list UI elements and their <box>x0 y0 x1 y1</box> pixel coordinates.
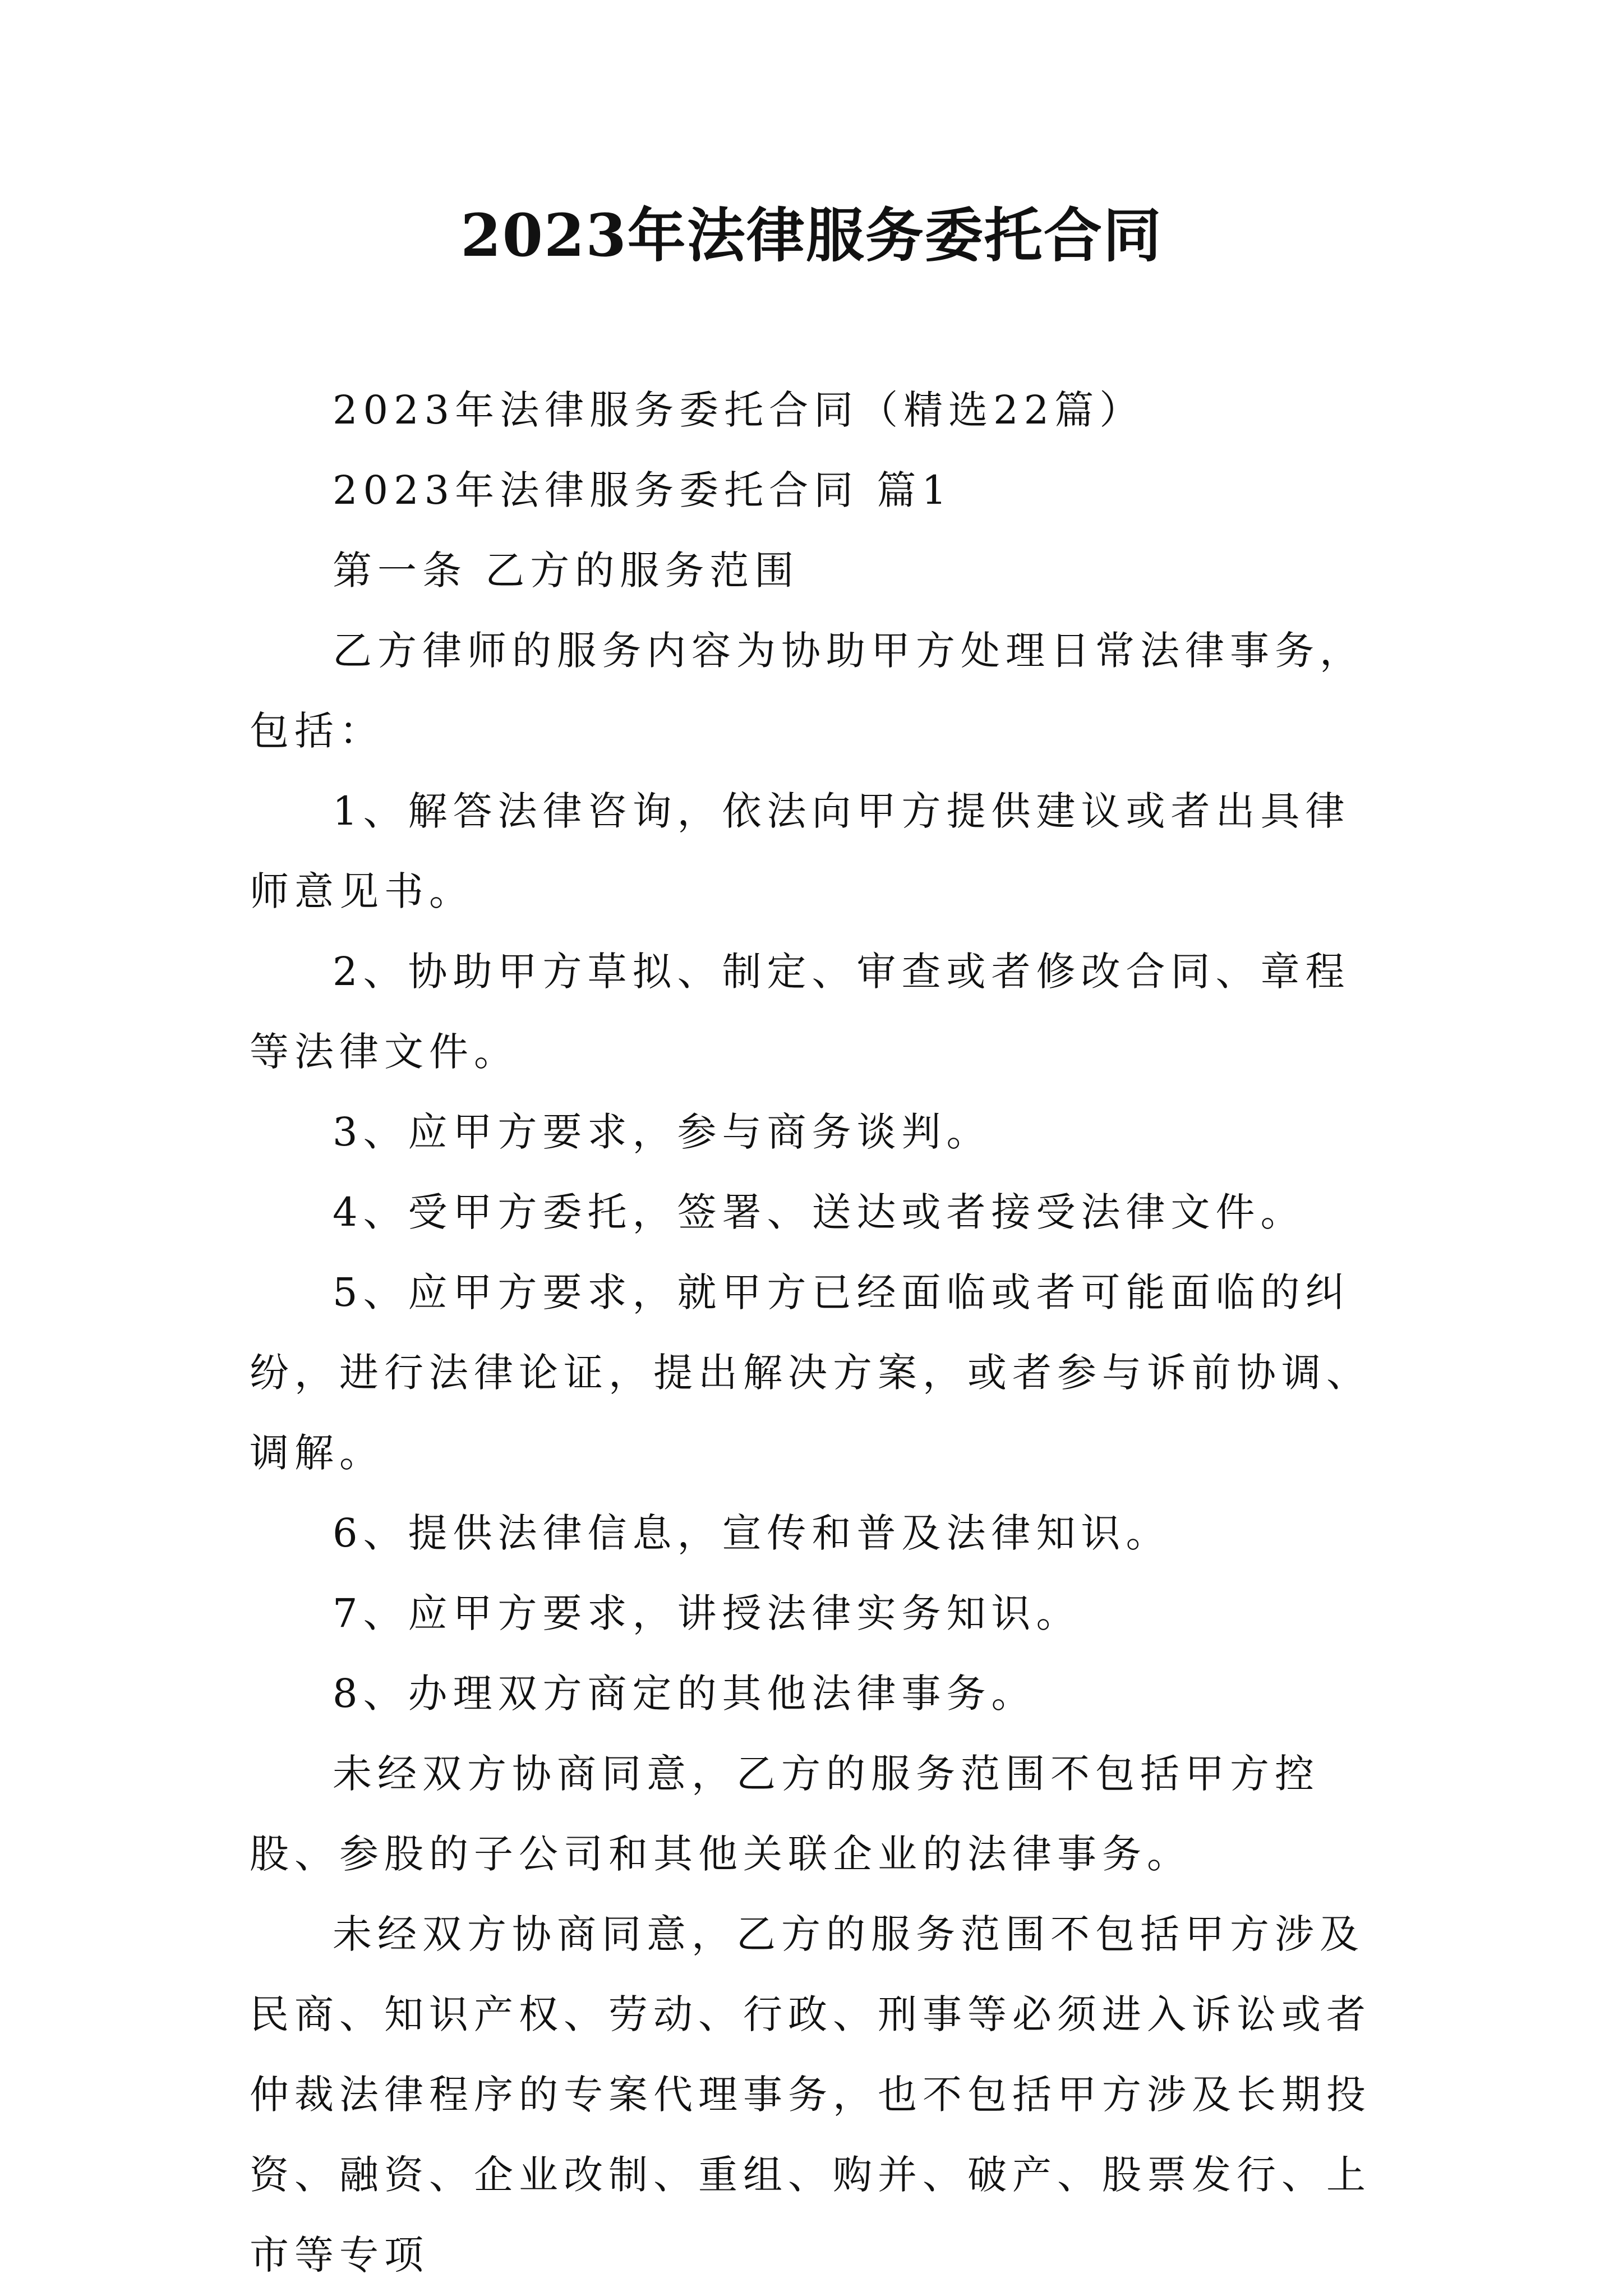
list-item: 4、受甲方委托，签署、送达或者接受法律文件。 <box>333 1189 1306 1235</box>
paragraph: 未经双方协商同意，乙方的服务范围不包括甲方涉及民商、知识产权、劳动、行政、刑事等必须进入诉讼或者仲裁法律程序的专案代理事务，也不包括甲方涉及长期投资、融资、企业改制、重组、购并、破产、股票发行、上市等专项 <box>250 1911 1371 2278</box>
paragraph: 未经双方协商同意，乙方的服务范围不包括甲方控股、参股的子公司和其他关联企业的法律事务。 <box>250 1751 1320 1877</box>
list-item: 3、应甲方要求，参与商务谈判。 <box>333 1109 992 1155</box>
list-item: 6、提供法律信息，宣传和普及法律知识。 <box>333 1510 1171 1556</box>
paragraph: 2023年法律服务委托合同 篇1 <box>333 467 952 513</box>
document-body <box>250 370 1394 2295</box>
section-heading: 第一条 乙方的服务范围 <box>333 547 800 593</box>
paragraph: 2023年法律服务委托合同（精选22篇） <box>333 387 1145 433</box>
list-item: 1、解答法律咨询，依法向甲方提供建议或者出具律师意见书。 <box>250 788 1350 914</box>
list-item: 5、应甲方要求，就甲方已经面临或者可能面临的纠纷，进行法律论证，提出解决方案，或者参与诉前协调、调解。 <box>250 1269 1371 1476</box>
list-item: 8、办理双方商定的其他法律事务。 <box>333 1671 1036 1717</box>
list-item: 2、协助甲方草拟、制定、审查或者修改合同、章程等法律文件。 <box>250 949 1350 1075</box>
paragraph: 乙方律师的服务内容为协助甲方处理日常法律事务，包括： <box>250 628 1364 754</box>
list-item: 7、应甲方要求，讲授法律实务知识。 <box>333 1590 1081 1636</box>
document-title: 2023年法律服务委托合同 <box>460 201 1163 270</box>
